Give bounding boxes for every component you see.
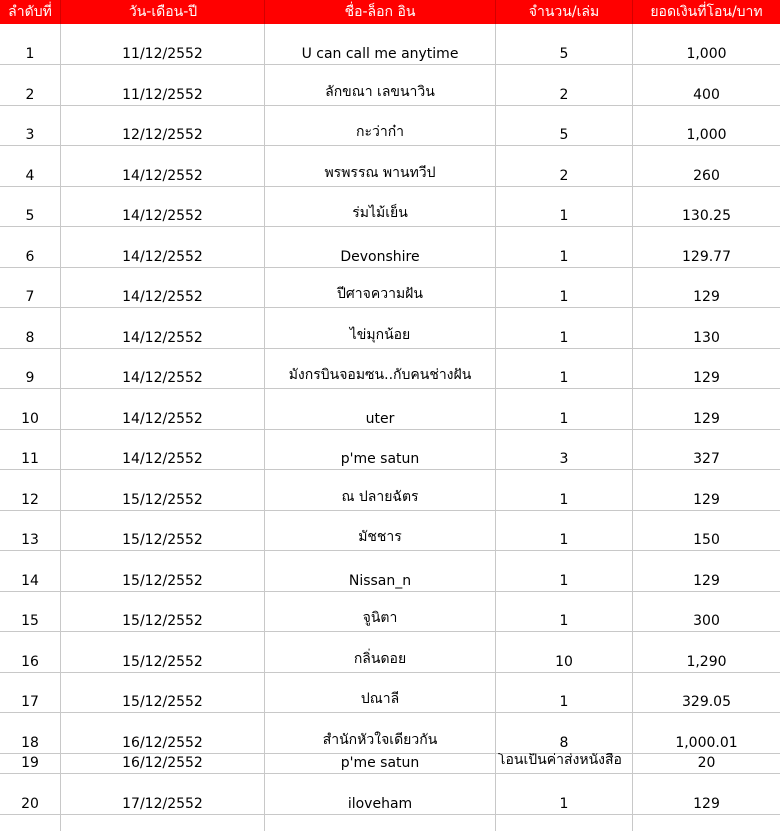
cell-amount[interactable]: 129 <box>693 492 720 508</box>
cell-date[interactable]: 14/12/2552 <box>61 267 265 307</box>
cell-empty[interactable] <box>0 815 61 831</box>
cell-no[interactable]: 17 <box>0 672 61 712</box>
table-row <box>0 389 780 430</box>
cell-date[interactable]: 12/12/2552 <box>61 105 265 145</box>
cell-amount[interactable]: 130 <box>693 330 720 346</box>
cell-qty[interactable]: 10 <box>496 632 633 672</box>
cell-amount[interactable]: 129 <box>693 573 720 589</box>
cell-qty[interactable]: 8 <box>496 713 633 753</box>
table-row <box>0 713 780 754</box>
cell-date[interactable]: 14/12/2552 <box>61 227 265 267</box>
cell-no[interactable]: 20 <box>0 774 61 814</box>
cell-name[interactable]: จูนิตา <box>265 591 496 631</box>
cell-empty[interactable] <box>496 815 633 831</box>
cell-amount[interactable]: 1,000 <box>686 127 727 143</box>
table-row <box>0 65 780 106</box>
cell-qty[interactable]: 1 <box>496 774 633 814</box>
cell-date[interactable]: 14/12/2552 <box>61 146 265 186</box>
table-row <box>0 429 780 470</box>
cell-qty[interactable]: 2 <box>496 146 633 186</box>
cell-no[interactable]: 12 <box>0 470 61 510</box>
cell-name[interactable]: กลิ่นดอย <box>265 632 496 672</box>
cell-name[interactable]: uter <box>265 389 496 429</box>
cell-date[interactable]: 15/12/2552 <box>61 672 265 712</box>
cell-no[interactable]: 3 <box>0 105 61 145</box>
cell-date[interactable]: 14/12/2552 <box>61 429 265 469</box>
cell-no[interactable]: 7 <box>0 267 61 307</box>
cell-empty[interactable] <box>633 815 780 831</box>
header-qty[interactable]: จำนวน/เล่ม <box>496 0 633 24</box>
cell-no[interactable]: 19 <box>0 753 61 773</box>
cell-amount[interactable]: 400 <box>693 87 720 103</box>
cell-date[interactable]: 11/12/2552 <box>61 65 265 105</box>
cell-name[interactable]: p'me satun <box>265 753 496 773</box>
cell-no[interactable]: 11 <box>0 429 61 469</box>
cell-qty[interactable]: 1 <box>496 308 633 348</box>
cell-amount[interactable]: 150 <box>693 532 720 548</box>
cell-name[interactable]: U can call me anytime <box>265 24 496 64</box>
cell-no[interactable]: 10 <box>0 389 61 429</box>
cell-qty[interactable]: 1 <box>496 389 633 429</box>
cell-no[interactable]: 2 <box>0 65 61 105</box>
cell-name[interactable]: ณ ปลายฉัตร <box>265 470 496 510</box>
table-row <box>0 267 780 308</box>
cell-qty[interactable]: 1 <box>496 348 633 388</box>
table-row <box>0 24 780 65</box>
cell-amount[interactable]: 1,000.01 <box>675 735 738 751</box>
table-row <box>0 348 780 389</box>
table-row <box>0 591 780 632</box>
cell-name[interactable]: ปีศาจความฝัน <box>265 267 496 307</box>
cell-no[interactable]: 1 <box>0 24 61 64</box>
table-row <box>0 753 780 774</box>
table-row <box>0 227 780 268</box>
table-row <box>0 672 780 713</box>
cell-name[interactable]: พรพรรณ พานทวีป <box>265 146 496 186</box>
cell-amount[interactable]: 129 <box>693 289 720 305</box>
cell-qty[interactable]: 3 <box>496 429 633 469</box>
cell-name[interactable]: Devonshire <box>265 227 496 267</box>
cell-name[interactable]: p'me satun <box>265 429 496 469</box>
table-row <box>0 146 780 187</box>
cell-no[interactable]: 5 <box>0 186 61 226</box>
cell-amount[interactable]: 1,000 <box>686 46 727 62</box>
cell-amount[interactable]: 300 <box>693 613 720 629</box>
cell-name[interactable]: สำนักหัวใจเดียวกัน <box>265 713 496 753</box>
cell-date[interactable]: 17/12/2552 <box>61 774 265 814</box>
cell-date[interactable]: 15/12/2552 <box>61 510 265 550</box>
cell-amount[interactable]: 129 <box>693 370 720 386</box>
cell-date[interactable]: 16/12/2552 <box>61 713 265 753</box>
header-no[interactable]: ลำดับที่ <box>0 0 61 24</box>
cell-amount[interactable]: 130.25 <box>682 208 731 224</box>
cell-amount[interactable]: 329.05 <box>682 694 731 710</box>
cell-qty[interactable]: 1 <box>496 186 633 226</box>
cell-name[interactable]: Nissan_n <box>265 551 496 591</box>
cell-name[interactable]: ลักขณา เลขนาวิน <box>265 65 496 105</box>
table-row <box>0 186 780 227</box>
cell-no[interactable]: 6 <box>0 227 61 267</box>
cell-date[interactable]: 14/12/2552 <box>61 389 265 429</box>
cell-qty[interactable]: 1 <box>496 267 633 307</box>
cell-amount[interactable]: 129 <box>693 796 720 812</box>
cell-name[interactable]: ไข่มุกน้อย <box>265 308 496 348</box>
header-date[interactable]: วัน-เดือน-ปี <box>61 0 265 24</box>
table-row <box>0 470 780 511</box>
cell-date[interactable]: 14/12/2552 <box>61 186 265 226</box>
cell-amount[interactable]: 260 <box>693 168 720 184</box>
cell-qty[interactable]: 1 <box>496 470 633 510</box>
cell-no[interactable]: 14 <box>0 551 61 591</box>
cell-amount[interactable]: 20 <box>697 755 716 771</box>
cell-no[interactable]: 4 <box>0 146 61 186</box>
table-row <box>0 551 780 592</box>
cell-no[interactable]: 9 <box>0 348 61 388</box>
cell-no[interactable]: 13 <box>0 510 61 550</box>
table-row <box>0 774 780 815</box>
empty-row <box>0 815 780 831</box>
cell-no[interactable]: 8 <box>0 308 61 348</box>
header-amount[interactable]: ยอดเงินที่โอน/บาท <box>650 4 763 20</box>
table-row <box>0 510 780 551</box>
cell-qty[interactable]: 1 <box>496 591 633 631</box>
cell-no[interactable]: 15 <box>0 591 61 631</box>
cell-qty[interactable]: โอนเป็นค่าส่งหนังสือ <box>496 753 633 773</box>
cell-no[interactable]: 18 <box>0 713 61 753</box>
cell-date[interactable]: 16/12/2552 <box>61 753 265 773</box>
cell-date[interactable]: 15/12/2552 <box>61 591 265 631</box>
cell-qty[interactable]: 1 <box>496 510 633 550</box>
cell-name[interactable]: มังกรบินจอมซน..กับคนช่างฝัน <box>265 348 496 388</box>
cell-amount[interactable]: 129 <box>693 411 720 427</box>
cell-qty[interactable]: 2 <box>496 65 633 105</box>
table-row <box>0 632 780 673</box>
cell-name[interactable]: iloveham <box>265 774 496 814</box>
cell-date[interactable]: 14/12/2552 <box>61 348 265 388</box>
header-name[interactable]: ชื่อ-ล็อก อิน <box>265 0 496 24</box>
cell-qty[interactable]: 5 <box>496 105 633 145</box>
cell-amount[interactable]: 129.77 <box>682 249 731 265</box>
cell-name[interactable]: ร่มไม้เย็น <box>265 186 496 226</box>
cell-name[interactable]: มัชชาร <box>265 510 496 550</box>
header-row <box>0 0 780 24</box>
cell-date[interactable]: 15/12/2552 <box>61 470 265 510</box>
cell-qty[interactable]: 5 <box>496 24 633 64</box>
cell-no[interactable]: 16 <box>0 632 61 672</box>
cell-empty[interactable] <box>61 815 265 831</box>
cell-amount[interactable]: 327 <box>693 451 720 467</box>
cell-name[interactable]: กะว่าก๋า <box>265 105 496 145</box>
cell-date[interactable]: 15/12/2552 <box>61 551 265 591</box>
cell-date[interactable]: 14/12/2552 <box>61 308 265 348</box>
cell-qty[interactable]: 1 <box>496 672 633 712</box>
cell-qty[interactable]: 1 <box>496 551 633 591</box>
cell-qty[interactable]: 1 <box>496 227 633 267</box>
table-row <box>0 308 780 349</box>
cell-amount[interactable]: 1,290 <box>686 654 727 670</box>
cell-date[interactable]: 11/12/2552 <box>61 24 265 64</box>
cell-empty[interactable] <box>265 815 496 831</box>
cell-date[interactable]: 15/12/2552 <box>61 632 265 672</box>
table-row <box>0 105 780 146</box>
cell-name[interactable]: ปณาลี <box>265 672 496 712</box>
